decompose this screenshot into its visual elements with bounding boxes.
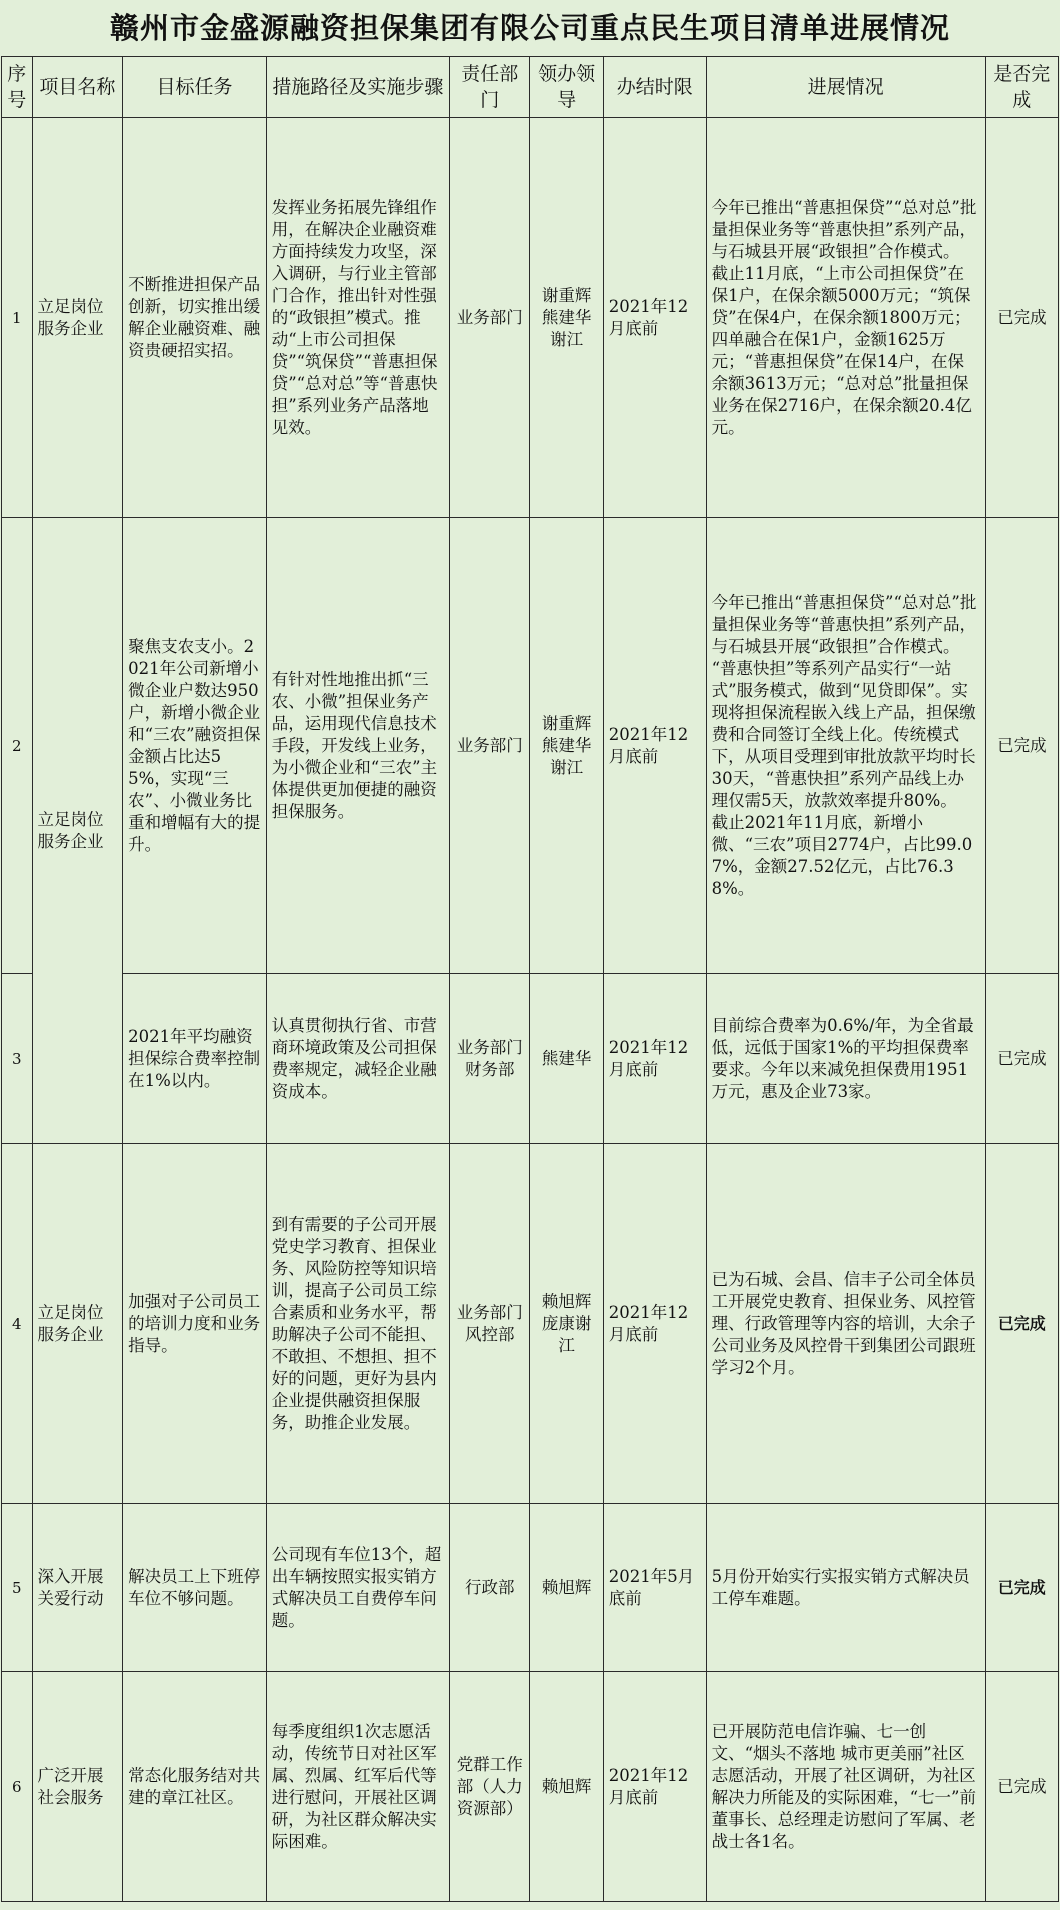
row-deadline: 2021年12月底前 <box>603 1144 706 1504</box>
row-task: 解决员工上下班停车位不够问题。 <box>123 1504 267 1672</box>
row-leader: 谢重辉熊建华谢江 <box>530 518 603 974</box>
row-deadline: 2021年12月底前 <box>603 1672 706 1902</box>
row-task: 不断推进担保产品创新，切实推出缓解企业融资难、融资贵硬招实招。 <box>123 118 267 518</box>
row-progress: 目前综合费率为0.6%/年，为全省最低，远低于国家1%的平均担保费率要求。今年以来减免担保费用1951万元，惠及企业73家。 <box>706 974 985 1144</box>
row-done: 已完成 <box>985 118 1058 518</box>
row-leader: 赖旭辉 <box>530 1504 603 1672</box>
page-title: 赣州市金盛源融资担保集团有限公司重点民生项目清单进展情况 <box>109 11 950 45</box>
row-name: 立足岗位服务企业 <box>32 1144 123 1504</box>
row-dept: 党群工作部（人力资源部） <box>450 1672 530 1902</box>
header-measures: 措施路径及实施步骤 <box>266 57 449 118</box>
row-leader: 谢重辉熊建华谢江 <box>530 118 603 518</box>
table-row <box>2 1504 1059 1672</box>
header-row <box>2 57 1059 118</box>
row-deadline: 2021年12月底前 <box>603 118 706 518</box>
header-done: 是否完成 <box>985 57 1058 118</box>
row-done: 已完成 <box>985 1504 1058 1672</box>
row-leader: 熊建华 <box>530 974 603 1144</box>
table-row <box>2 1672 1059 1902</box>
row-progress: 已开展防范电信诈骗、七一创文、“烟头不落地 城市更美丽”社区志愿活动，开展了社区调研，为社区解决力所能及的实际困难，“七一”前董事长、总经理走访慰问了军属、老战士各1名。 <box>706 1672 985 1902</box>
row-dept: 业务部门 <box>450 518 530 974</box>
row-seq: 4 <box>2 1144 33 1504</box>
row-dept: 业务部门 <box>450 118 530 518</box>
row-name: 深入开展关爱行动 <box>32 1504 123 1672</box>
row-seq: 5 <box>2 1504 33 1672</box>
row-measures: 发挥业务拓展先锋组作用，在解决企业融资难方面持续发力攻坚，深入调研，与行业主管部门合作，推出针对性强的“政银担”模式。推动“上市公司担保贷”“筑保贷”“普惠担保贷”“总对总”等“普惠快担”系列业务产品落地见效。 <box>266 118 449 518</box>
header-task: 目标任务 <box>123 57 267 118</box>
table-row <box>2 118 1059 518</box>
row-seq: 1 <box>2 118 33 518</box>
row-task: 常态化服务结对共建的章江社区。 <box>123 1672 267 1902</box>
row-done: 已完成 <box>985 974 1058 1144</box>
row-deadline: 2021年12月底前 <box>603 518 706 974</box>
header-name: 项目名称 <box>32 57 123 118</box>
row-deadline: 2021年12月底前 <box>603 974 706 1144</box>
row-progress: 今年已推出“普惠担保贷”“总对总”批量担保业务等“普惠快担”系列产品，与石城县开展“政银担”合作模式。 “普惠快担”等系列产品实行“一站式”服务模式，做到“见贷即保”。实现将担保流程嵌入线上产品，担保缴费和合同签订全线上化。传统模式下，从项目受理到审批放款平均时长30天，“普惠快担”系列产品线上办理仅需5天，放款效率提升80%。 截止2021年11月底，新增小微、“三农”项目2774户，占比99.07%，金额27.52亿元，占比76.38%。 <box>706 518 985 974</box>
row-name: 立足岗位服务企业 <box>32 518 123 1144</box>
row-dept: 业务部门风控部 <box>450 1144 530 1504</box>
table-row <box>2 1144 1059 1504</box>
row-seq: 6 <box>2 1672 33 1902</box>
row-name: 广泛开展社会服务 <box>32 1672 123 1902</box>
row-done: 已完成 <box>985 518 1058 974</box>
row-seq: 3 <box>2 974 33 1144</box>
row-measures: 有针对性地推出抓“三农、小微”担保业务产品，运用现代信息技术手段，开发线上业务，为小微企业和“三农”主体提供更加便捷的融资担保服务。 <box>266 518 449 974</box>
header-deadline: 办结时限 <box>603 57 706 118</box>
row-seq: 2 <box>2 518 33 974</box>
header-progress: 进展情况 <box>706 57 985 118</box>
row-task: 加强对子公司员工的培训力度和业务指导。 <box>123 1144 267 1504</box>
row-deadline: 2021年5月底前 <box>603 1504 706 1672</box>
row-progress: 今年已推出“普惠担保贷”“总对总”批量担保业务等“普惠快担”系列产品，与石城县开展“政银担”合作模式。 截止11月底，“上市公司担保贷”在保1户，在保余额5000万元；“筑保贷”在保4户，在保余额1800万元；四单融合在保1户，金额1625万元；“普惠担保贷”在保14户，在保余额3613万元；“总对总”批量担保业务在保2716户，在保余额20.4亿元。 <box>706 118 985 518</box>
row-done: 已完成 <box>985 1144 1058 1504</box>
row-name: 立足岗位服务企业 <box>32 118 123 518</box>
row-measures: 认真贯彻执行省、市营商环境政策及公司担保费率规定，减轻企业融资成本。 <box>266 974 449 1144</box>
row-measures: 每季度组织1次志愿活动，传统节日对社区军属、烈属、红军后代等进行慰问，开展社区调研，为社区群众解决实际困难。 <box>266 1672 449 1902</box>
row-dept: 业务部门财务部 <box>450 974 530 1144</box>
row-progress: 已为石城、会昌、信丰子公司全体员工开展党史教育、担保业务、风控管理、行政管理等内容的培训，大余子公司业务及风控骨干到集团公司跟班学习2个月。 <box>706 1144 985 1504</box>
table-row <box>2 518 1059 974</box>
row-task: 2021年平均融资担保综合费率控制在1%以内。 <box>123 974 267 1144</box>
header-seq: 序号 <box>2 57 33 118</box>
row-done: 已完成 <box>985 1672 1058 1902</box>
header-dept: 责任部门 <box>450 57 530 118</box>
row-progress: 5月份开始实行实报实销方式解决员工停车难题。 <box>706 1504 985 1672</box>
project-table <box>1 56 1059 1902</box>
row-dept: 行政部 <box>450 1504 530 1672</box>
table-row <box>2 974 1059 1144</box>
row-leader: 赖旭辉 <box>530 1672 603 1902</box>
row-leader: 赖旭辉庞康谢江 <box>530 1144 603 1504</box>
header-leader: 领办领导 <box>530 57 603 118</box>
row-measures: 到有需要的子公司开展党史学习教育、担保业务、风险防控等知识培训，提高子公司员工综合素质和业务水平，帮助解决子公司不能担、不敢担、不想担、担不好的问题，更好为县内企业提供融资担保服务，助推企业发展。 <box>266 1144 449 1504</box>
row-measures: 公司现有车位13个，超出车辆按照实报实销方式解决员工自费停车问题。 <box>266 1504 449 1672</box>
row-task: 聚焦支农支小。2021年公司新增小微企业户数达950户，新增小微企业和“三农”融资担保金额占比达55%，实现“三农”、小微业务比重和增幅有大的提升。 <box>123 518 267 974</box>
